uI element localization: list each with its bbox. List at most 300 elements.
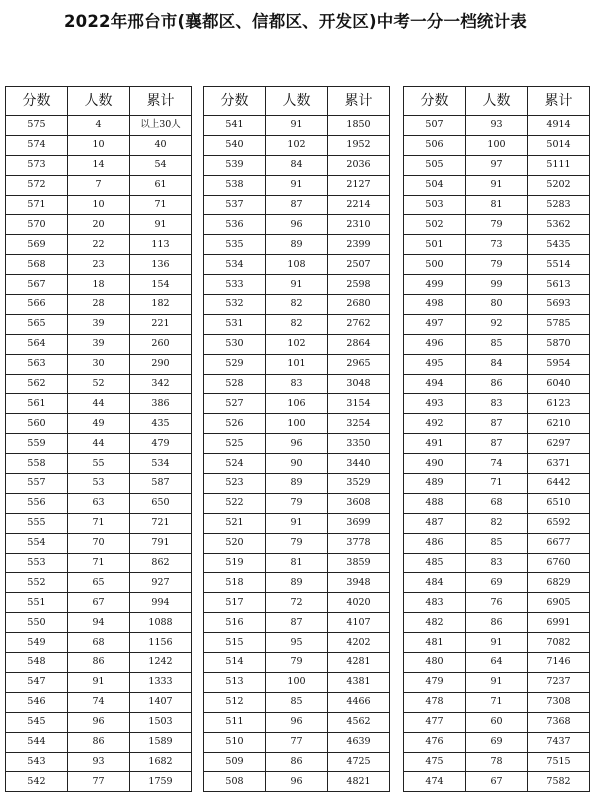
table-row (404, 155, 590, 175)
count-cell: 74 (68, 692, 130, 712)
cumulative-cell: 1682 (130, 752, 192, 772)
score-cell: 514 (204, 653, 266, 673)
table-row (404, 275, 590, 295)
score-cell: 487 (404, 513, 466, 533)
score-cell: 552 (6, 573, 68, 593)
count-cell: 69 (466, 732, 528, 752)
cumulative-cell: 2598 (328, 275, 390, 295)
score-cell: 523 (204, 474, 266, 494)
table-row (404, 474, 590, 494)
count-cell: 93 (466, 116, 528, 136)
table-row (404, 454, 590, 474)
score-cell: 505 (404, 155, 466, 175)
count-cell: 23 (68, 255, 130, 275)
score-cell: 510 (204, 732, 266, 752)
count-cell: 89 (266, 573, 328, 593)
cumulative-cell: 4107 (328, 613, 390, 633)
table-row (6, 175, 192, 195)
count-cell: 81 (466, 195, 528, 215)
count-cell: 71 (466, 474, 528, 494)
cumulative-cell: 927 (130, 573, 192, 593)
count-cell: 96 (266, 434, 328, 454)
count-cell: 87 (266, 613, 328, 633)
score-cell: 546 (6, 692, 68, 712)
count-cell: 101 (266, 354, 328, 374)
cumulative-cell: 2310 (328, 215, 390, 235)
cumulative-cell: 5014 (528, 135, 590, 155)
count-cell: 102 (266, 334, 328, 354)
cumulative-cell: 534 (130, 454, 192, 474)
score-cell: 480 (404, 653, 466, 673)
table-row (404, 354, 590, 374)
cumulative-cell: 4466 (328, 692, 390, 712)
table-row (204, 553, 390, 573)
table-row (404, 613, 590, 633)
score-cell: 530 (204, 334, 266, 354)
count-cell: 96 (266, 215, 328, 235)
cumulative-cell: 61 (130, 175, 192, 195)
cumulative-cell: 7582 (528, 772, 590, 792)
count-cell: 14 (68, 155, 130, 175)
cumulative-cell: 2399 (328, 235, 390, 255)
score-cell: 544 (6, 732, 68, 752)
count-cell: 60 (466, 712, 528, 732)
score-cell: 512 (204, 692, 266, 712)
header-cumulative: 累计 (130, 87, 192, 116)
cumulative-cell: 290 (130, 354, 192, 374)
table-row (404, 334, 590, 354)
score-cell: 565 (6, 314, 68, 334)
table-row (6, 255, 192, 275)
score-cell: 557 (6, 474, 68, 494)
table-row (404, 195, 590, 215)
table-row (404, 593, 590, 613)
table-row (6, 493, 192, 513)
table-row (404, 752, 590, 772)
score-cell: 548 (6, 653, 68, 673)
score-cell: 474 (404, 772, 466, 792)
table-row (6, 633, 192, 653)
score-cell: 481 (404, 633, 466, 653)
header-cumulative: 累计 (528, 87, 590, 116)
cumulative-cell: 6592 (528, 513, 590, 533)
count-cell: 70 (68, 533, 130, 553)
table-row (204, 633, 390, 653)
score-cell: 562 (6, 374, 68, 394)
score-cell: 534 (204, 255, 266, 275)
cumulative-cell: 5954 (528, 354, 590, 374)
cumulative-cell: 6442 (528, 474, 590, 494)
cumulative-cell: 136 (130, 255, 192, 275)
score-cell: 508 (204, 772, 266, 792)
table-row (204, 116, 390, 136)
count-cell: 86 (68, 653, 130, 673)
table-row (404, 633, 590, 653)
table-row (204, 135, 390, 155)
count-cell: 87 (466, 434, 528, 454)
count-cell: 86 (68, 732, 130, 752)
score-cell: 519 (204, 553, 266, 573)
score-cell: 541 (204, 116, 266, 136)
table-row (6, 772, 192, 792)
table-row (204, 653, 390, 673)
score-cell: 567 (6, 275, 68, 295)
table-row (6, 712, 192, 732)
count-cell: 96 (266, 712, 328, 732)
table-row (204, 573, 390, 593)
cumulative-cell: 6677 (528, 533, 590, 553)
cumulative-cell: 3608 (328, 493, 390, 513)
count-cell: 92 (466, 314, 528, 334)
cumulative-cell: 3778 (328, 533, 390, 553)
table-row (404, 215, 590, 235)
header-row (404, 87, 590, 116)
count-cell: 80 (466, 295, 528, 315)
count-cell: 52 (68, 374, 130, 394)
count-cell: 20 (68, 215, 130, 235)
count-cell: 85 (466, 533, 528, 553)
cumulative-cell: 4639 (328, 732, 390, 752)
score-cell: 491 (404, 434, 466, 454)
cumulative-cell: 7146 (528, 653, 590, 673)
table-row (6, 434, 192, 454)
cumulative-cell: 1759 (130, 772, 192, 792)
cumulative-cell: 以上30人 (130, 116, 192, 136)
cumulative-cell: 1589 (130, 732, 192, 752)
score-cell: 531 (204, 314, 266, 334)
table-row (204, 275, 390, 295)
count-cell: 22 (68, 235, 130, 255)
cumulative-cell: 5362 (528, 215, 590, 235)
cumulative-cell: 3699 (328, 513, 390, 533)
cumulative-cell: 6829 (528, 573, 590, 593)
count-cell: 91 (466, 633, 528, 653)
cumulative-cell: 54 (130, 155, 192, 175)
header-count: 人数 (266, 87, 328, 116)
count-cell: 102 (266, 135, 328, 155)
cumulative-cell: 2680 (328, 295, 390, 315)
count-cell: 82 (266, 314, 328, 334)
table-row (204, 175, 390, 195)
cumulative-cell: 1850 (328, 116, 390, 136)
count-cell: 79 (266, 653, 328, 673)
table-row (204, 593, 390, 613)
table-row (6, 275, 192, 295)
score-cell: 561 (6, 394, 68, 414)
cumulative-cell: 221 (130, 314, 192, 334)
cumulative-cell: 260 (130, 334, 192, 354)
cumulative-cell: 2965 (328, 354, 390, 374)
count-cell: 10 (68, 135, 130, 155)
count-cell: 82 (466, 513, 528, 533)
count-cell: 95 (266, 633, 328, 653)
score-cell: 536 (204, 215, 266, 235)
count-cell: 84 (466, 354, 528, 374)
score-table-1 (5, 86, 192, 792)
cumulative-cell: 2864 (328, 334, 390, 354)
count-cell: 53 (68, 474, 130, 494)
header-score: 分数 (404, 87, 466, 116)
table-row (6, 215, 192, 235)
count-cell: 71 (466, 692, 528, 712)
table-row (204, 772, 390, 792)
count-cell: 86 (266, 752, 328, 772)
table-row (6, 414, 192, 434)
cumulative-cell: 6210 (528, 414, 590, 434)
count-cell: 83 (466, 394, 528, 414)
count-cell: 77 (68, 772, 130, 792)
count-cell: 108 (266, 255, 328, 275)
cumulative-cell: 5785 (528, 314, 590, 334)
cumulative-cell: 6760 (528, 553, 590, 573)
count-cell: 64 (466, 653, 528, 673)
score-cell: 528 (204, 374, 266, 394)
score-cell: 500 (404, 255, 466, 275)
page-title: 2022年邢台市(襄都区、信都区、开发区)中考一分一档统计表 (63, 12, 527, 31)
table-row (404, 374, 590, 394)
table-row (204, 454, 390, 474)
score-cell: 524 (204, 454, 266, 474)
cumulative-cell: 721 (130, 513, 192, 533)
score-cell: 518 (204, 573, 266, 593)
table-row (404, 135, 590, 155)
count-cell: 55 (68, 454, 130, 474)
count-cell: 86 (466, 613, 528, 633)
table-row (404, 533, 590, 553)
cumulative-cell: 6040 (528, 374, 590, 394)
count-cell: 89 (266, 474, 328, 494)
score-cell: 495 (404, 354, 466, 374)
count-cell: 76 (466, 593, 528, 613)
cumulative-cell: 6371 (528, 454, 590, 474)
header-score: 分数 (6, 87, 68, 116)
table-row (404, 314, 590, 334)
score-cell: 556 (6, 493, 68, 513)
table-row (6, 155, 192, 175)
count-cell: 71 (68, 553, 130, 573)
table-row (6, 334, 192, 354)
count-cell: 77 (266, 732, 328, 752)
count-cell: 81 (266, 553, 328, 573)
count-cell: 79 (266, 493, 328, 513)
score-cell: 545 (6, 712, 68, 732)
cumulative-cell: 2214 (328, 195, 390, 215)
score-cell: 499 (404, 275, 466, 295)
score-cell: 504 (404, 175, 466, 195)
table-row (404, 513, 590, 533)
table-row (404, 653, 590, 673)
score-cell: 535 (204, 235, 266, 255)
table-row (204, 732, 390, 752)
cumulative-cell: 3350 (328, 434, 390, 454)
table-row (204, 394, 390, 414)
table-row (6, 116, 192, 136)
table-row (204, 374, 390, 394)
table-row (404, 175, 590, 195)
score-cell: 538 (204, 175, 266, 195)
table-row (6, 474, 192, 494)
count-cell: 79 (466, 255, 528, 275)
cumulative-cell: 4821 (328, 772, 390, 792)
table-row (6, 593, 192, 613)
table-row (204, 354, 390, 374)
cumulative-cell: 1088 (130, 613, 192, 633)
count-cell: 91 (266, 513, 328, 533)
score-cell: 478 (404, 692, 466, 712)
header-count: 人数 (466, 87, 528, 116)
table-row (204, 752, 390, 772)
cumulative-cell: 1156 (130, 633, 192, 653)
table-row (204, 434, 390, 454)
cumulative-cell: 5870 (528, 334, 590, 354)
count-cell: 99 (466, 275, 528, 295)
cumulative-cell: 7082 (528, 633, 590, 653)
table-row (404, 712, 590, 732)
count-cell: 68 (466, 493, 528, 513)
score-cell: 484 (404, 573, 466, 593)
table-row (204, 414, 390, 434)
cumulative-cell: 1242 (130, 653, 192, 673)
count-cell: 71 (68, 513, 130, 533)
score-cell: 563 (6, 354, 68, 374)
score-cell: 540 (204, 135, 266, 155)
cumulative-cell: 113 (130, 235, 192, 255)
table-row (6, 195, 192, 215)
table-row (6, 732, 192, 752)
count-cell: 69 (466, 573, 528, 593)
cumulative-cell: 587 (130, 474, 192, 494)
table-row (404, 553, 590, 573)
count-cell: 85 (466, 334, 528, 354)
score-cell: 482 (404, 613, 466, 633)
count-cell: 67 (68, 593, 130, 613)
score-cell: 571 (6, 195, 68, 215)
count-cell: 72 (266, 593, 328, 613)
table-row (404, 394, 590, 414)
score-cell: 547 (6, 672, 68, 692)
cumulative-cell: 7515 (528, 752, 590, 772)
score-cell: 559 (6, 434, 68, 454)
score-cell: 516 (204, 613, 266, 633)
table-row (6, 513, 192, 533)
cumulative-cell: 6991 (528, 613, 590, 633)
score-cell: 513 (204, 672, 266, 692)
cumulative-cell: 3859 (328, 553, 390, 573)
table-row (6, 533, 192, 553)
score-cell: 568 (6, 255, 68, 275)
cumulative-cell: 4202 (328, 633, 390, 653)
count-cell: 94 (68, 613, 130, 633)
score-cell: 509 (204, 752, 266, 772)
cumulative-cell: 7368 (528, 712, 590, 732)
score-cell: 550 (6, 613, 68, 633)
cumulative-cell: 71 (130, 195, 192, 215)
count-cell: 87 (266, 195, 328, 215)
header-row (204, 87, 390, 116)
table-row (204, 295, 390, 315)
score-cell: 502 (404, 215, 466, 235)
score-cell: 527 (204, 394, 266, 414)
table-row (404, 672, 590, 692)
table-row (6, 454, 192, 474)
cumulative-cell: 3529 (328, 474, 390, 494)
score-cell: 573 (6, 155, 68, 175)
cumulative-cell: 182 (130, 295, 192, 315)
table-row (404, 235, 590, 255)
table-row (204, 255, 390, 275)
table-row (6, 354, 192, 374)
score-cell: 493 (404, 394, 466, 414)
table-row (204, 215, 390, 235)
count-cell: 49 (68, 414, 130, 434)
cumulative-cell: 4725 (328, 752, 390, 772)
count-cell: 96 (68, 712, 130, 732)
cumulative-cell: 4381 (328, 672, 390, 692)
score-cell: 564 (6, 334, 68, 354)
count-cell: 65 (68, 573, 130, 593)
table-row (204, 513, 390, 533)
cumulative-cell: 154 (130, 275, 192, 295)
score-cell: 501 (404, 235, 466, 255)
table-row (404, 116, 590, 136)
count-cell: 89 (266, 235, 328, 255)
cumulative-cell: 5111 (528, 155, 590, 175)
count-cell: 74 (466, 454, 528, 474)
count-cell: 85 (266, 692, 328, 712)
table-row (204, 334, 390, 354)
cumulative-cell: 91 (130, 215, 192, 235)
score-cell: 551 (6, 593, 68, 613)
score-cell: 506 (404, 135, 466, 155)
table-row (6, 314, 192, 334)
count-cell: 106 (266, 394, 328, 414)
cumulative-cell: 1407 (130, 692, 192, 712)
count-cell: 84 (266, 155, 328, 175)
score-cell: 515 (204, 633, 266, 653)
count-cell: 79 (466, 215, 528, 235)
count-cell: 63 (68, 493, 130, 513)
count-cell: 30 (68, 354, 130, 374)
score-cell: 498 (404, 295, 466, 315)
header-score: 分数 (204, 87, 266, 116)
table-row (204, 712, 390, 732)
cumulative-cell: 5283 (528, 195, 590, 215)
score-cell: 537 (204, 195, 266, 215)
cumulative-cell: 994 (130, 593, 192, 613)
count-cell: 7 (68, 175, 130, 195)
score-cell: 532 (204, 295, 266, 315)
cumulative-cell: 4562 (328, 712, 390, 732)
score-cell: 555 (6, 513, 68, 533)
cumulative-cell: 6905 (528, 593, 590, 613)
cumulative-cell: 6123 (528, 394, 590, 414)
table-row (204, 155, 390, 175)
table-row (404, 692, 590, 712)
table-row (6, 394, 192, 414)
table-row (6, 672, 192, 692)
score-cell: 485 (404, 553, 466, 573)
score-cell: 511 (204, 712, 266, 732)
score-cell: 522 (204, 493, 266, 513)
score-cell: 486 (404, 533, 466, 553)
score-table-2 (203, 86, 390, 792)
count-cell: 93 (68, 752, 130, 772)
count-cell: 67 (466, 772, 528, 792)
table-row (204, 613, 390, 633)
count-cell: 44 (68, 434, 130, 454)
cumulative-cell: 386 (130, 394, 192, 414)
table-row (6, 295, 192, 315)
